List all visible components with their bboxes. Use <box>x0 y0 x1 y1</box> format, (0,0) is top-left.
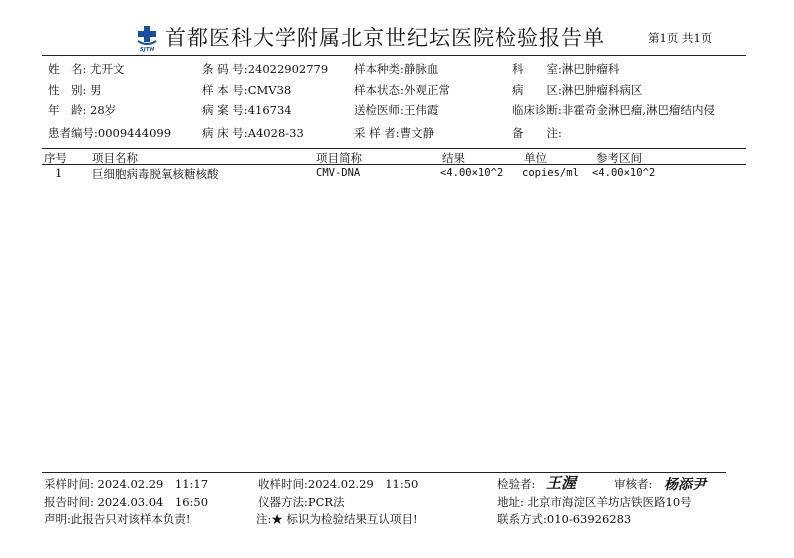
table-header-divider <box>42 164 746 165</box>
case-no: 416734 <box>247 103 292 117</box>
case-no-field: 病 案 号:416734 <box>202 103 292 117</box>
collector: 曹文静 <box>399 126 435 140</box>
row-ref: <4.00×10^2 <box>592 167 656 179</box>
col-header-unit: 单位 <box>524 151 547 165</box>
sample-status: 外观正常 <box>403 83 450 97</box>
sample-no: CMV38 <box>247 83 292 97</box>
doctor: 王伟霞 <box>403 103 439 117</box>
sample-type-field: 样本种类:静脉血 <box>354 62 439 76</box>
contact: 联系方式:010-63926283 <box>497 512 632 526</box>
age-field: 年 龄: 28岁 <box>48 103 117 117</box>
reviewer-signature: 杨添尹 <box>664 477 706 493</box>
collector-field: 采 样 者:曹文静 <box>354 126 435 140</box>
svg-text:SJTH: SJTH <box>139 47 155 52</box>
report-time: 报告时间: 2024.03.04 16:50 <box>44 495 209 509</box>
row-no: 1 <box>55 166 63 180</box>
table-top-divider <box>42 148 746 149</box>
dept-field: 科 室:淋巴肿瘤科 <box>512 62 620 76</box>
report-title: 首都医科大学附属北京世纪坛医院检验报告单 <box>165 26 605 50</box>
receive-time: 收样时间:2024.02.29 11:50 <box>258 477 419 491</box>
patient-gender: 男 <box>90 83 102 97</box>
remark-field: 备 注: <box>512 126 562 140</box>
sample-status-field: 样本状态:外观正常 <box>354 83 450 97</box>
name-field: 姓 名: 尤开文 <box>48 62 125 76</box>
tester-signature: 王渥 <box>546 474 577 492</box>
header-divider <box>42 55 746 56</box>
col-header-abbr: 项目简称 <box>316 151 362 165</box>
col-header-item: 项目名称 <box>92 151 138 165</box>
col-header-result: 结果 <box>442 151 465 165</box>
row-result: <4.00×10^2 <box>440 167 504 179</box>
address: 地址: 北京市海淀区羊坊店铁医路10号 <box>497 495 692 509</box>
footer-divider <box>42 472 726 473</box>
mutual-recognition-note: 注:★ 标识为检验结果互认项目! <box>256 512 418 526</box>
patient-id-field: 患者编号:0009444099 <box>48 126 172 140</box>
sample-no-field: 样 本 号:CMV38 <box>202 83 292 97</box>
bed-no: A4028-33 <box>247 126 304 140</box>
patient-id: 0009444099 <box>97 126 172 140</box>
ward: 淋巴肿瘤科病区 <box>561 83 643 97</box>
row-item: 巨细胞病毒脱氧核糖核酸 <box>92 167 219 181</box>
bed-field: 病 床 号:A4028-33 <box>202 126 304 140</box>
statement: 声明:此报告只对该样本负责! <box>44 512 191 526</box>
gender-field: 性 别: 男 <box>48 83 102 97</box>
page-info: 第1页 共1页 <box>648 31 713 45</box>
ward-field: 病 区:淋巴肿瘤科病区 <box>512 83 643 97</box>
barcode-field: 条 码 号:24022902779 <box>202 62 329 76</box>
diagnosis-field: 临床诊断:非霍奇金淋巴瘤,淋巴瘤结内侵 <box>512 103 716 117</box>
collect-time: 采样时间: 2024.02.29 11:17 <box>44 477 209 491</box>
tester-label: 检验者: <box>497 477 536 491</box>
diagnosis: 非霍奇金淋巴瘤,淋巴瘤结内侵 <box>561 103 716 117</box>
patient-age: 28岁 <box>90 103 117 117</box>
col-header-no: 序号 <box>44 151 67 165</box>
hospital-logo <box>136 26 158 52</box>
barcode: 24022902779 <box>247 62 329 76</box>
sample-type: 静脉血 <box>403 62 439 76</box>
method: 仪器方法:PCR法 <box>258 495 345 509</box>
row-abbr: CMV-DNA <box>316 167 361 179</box>
row-unit: copies/ml <box>522 167 579 179</box>
col-header-ref: 参考区间 <box>596 151 642 165</box>
department: 淋巴肿瘤科 <box>561 62 620 76</box>
doctor-field: 送检医师:王伟霞 <box>354 103 439 117</box>
reviewer-label: 审核者: <box>614 477 653 491</box>
patient-name: 尤开文 <box>90 62 125 76</box>
